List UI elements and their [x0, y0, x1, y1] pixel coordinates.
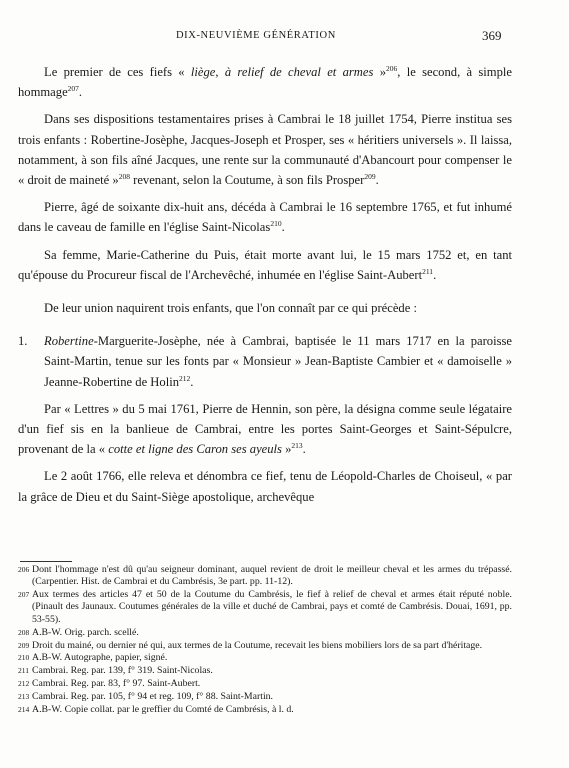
footnote: 214 A.B-W. Copie collat. par le greffier du Comté de Cambrésis, à l. d. — [18, 704, 294, 716]
footnote: 206 Dont l'hommage n'est dû qu'au seigneur dominant, auquel revient de droit le meilleur cheval et les armes du trépassé. (Carpentier. Hist. de Cambrai et du Cambrésis, 3e part. pp. 11-12). — [18, 564, 512, 588]
page-number: 369 — [482, 28, 502, 43]
footnote-mark: 207 — [18, 590, 30, 600]
footnote-ref[interactable]: 208 — [118, 171, 130, 181]
footnote-mark: 213 — [18, 692, 30, 702]
footnote-ref[interactable]: 206 — [386, 63, 398, 73]
list-number: 1. — [18, 334, 28, 349]
running-head: DIX-NEUVIÈME GÉNÉRATION — [176, 30, 336, 41]
footnote: 210 A.B-W. Autographe, papier, signé. — [18, 652, 168, 664]
footnote-ref[interactable]: 210 — [270, 219, 282, 229]
footnote-mark: 209 — [18, 640, 30, 650]
footnote-mark: 206 — [18, 565, 30, 574]
footnote: 213 Cambrai. Reg. par. 105, f° 94 et reg. 109, f° 88. Saint-Martin. — [18, 691, 274, 703]
paragraph-letters: Par « Lettres » du 5 mai 1761, Pierre de Hennin, son père, la désigna comme seule légataire d'un fief sis en la banlieue de Cambrai, entre les portes Saint-Georges et Saint-Sépulcre, provenant de la « cotte et ligne des Caron ses ayeuls »$^{213}$. — [18, 401, 512, 457]
footnote-ref[interactable]: 213 — [291, 441, 303, 451]
footnote: 207 Aux termes des articles 47 et 50 de la Coutume du Cambrésis, le fief à relief de cheval et armes était réputé noble. (Pinault des Jaunaux. Coutumes générales de la ville et duché de Cambrai, pays et comté de Cambrésis. Douai, 1691, pp. 53-55). — [18, 589, 512, 625]
footnote: 211 Cambrai. Reg. par. 139, f° 319. Saint-Nicolas. — [18, 665, 213, 677]
page-header — [0, 30, 569, 46]
footnote-ref[interactable]: 209 — [364, 171, 376, 181]
footnote-mark: 210 — [18, 653, 30, 663]
footnote-mark: 211 — [18, 666, 29, 676]
footnote: 208 A.B-W. Orig. parch. scellé. — [18, 626, 139, 638]
body-text — [18, 62, 512, 514]
footnote: 209 Droit du mainé, ou dernier né qui, aux termes de la Coutume, recevait les biens mobiliers lors de sa part d'héritage. — [18, 639, 483, 651]
footnote-ref[interactable]: 207 — [67, 84, 79, 94]
italic-phrase: liège, à relief de cheval et armes — [190, 65, 374, 79]
footnote-mark: 212 — [18, 679, 30, 689]
paragraph-testament: Dans ses dispositions testamentaires prises à Cambrai le 18 juillet 1754, Pierre institua ses trois enfants : Robertine-Josèphe, Jacques-Joseph et Prosper, ses « héritiers universels ». Il laissa, notamment, à son fils aîné Jacques, une rente sur la communauté d'Abancourt pour compenser le « droit de maineté »$^{208}$ revenant, selon la Coutume, à son fils Prosper$^{209}$. — [18, 112, 512, 188]
italic-phrase: cotte et ligne des Caron ses ayeuls — [108, 442, 282, 457]
italic-name: Robertine — [44, 334, 94, 349]
footnotes — [18, 564, 512, 717]
paragraph-fiefs: Le premier de ces fiefs « liège, à relief de cheval et armes »$^{206}$, le second, à simple hommage$^{207}$. — [18, 63, 512, 100]
footnote: 212 Cambrai. Reg. par. 83, f° 97. Saint-Aubert. — [18, 678, 201, 690]
footnote-ref[interactable]: 211 — [422, 266, 434, 276]
footnote-divider — [20, 561, 72, 562]
footnote-ref[interactable]: 212 — [179, 373, 191, 383]
list-item: 1. Robertine-Marguerite-Josèphe, née à Cambrai, baptisée le 11 mars 1717 en la paroisse Saint-Martin, tenue sur les fonts par « Monsieur » Jean-Baptiste Cambier et « damoiselle » Jeanne-Robertine de Holin$^{212}$. — [18, 331, 512, 392]
footnote-mark: 214 — [18, 705, 30, 715]
paragraph-relief: Le 2 août 1766, elle releva et dénombra ce fief, tenu de Léopold-Charles de Choiseul, « par la grâce de Dieu et du Saint-Siège apostolique, archevêque — [18, 469, 512, 504]
paragraph-death: Pierre, âgé de soixante dix-huit ans, décéda à Cambrai le 16 septembre 1765, et fut inhumé dans le caveau de famille en l'église Saint-Nicolas$^{210}$. — [18, 200, 512, 235]
paragraph-wife: Sa femme, Marie-Catherine du Puis, était morte avant lui, le 15 mars 1752 et, en tant qu'épouse du Procureur fiscal de l'Archevêché, inhumée en l'église Saint-Aubert$^{211}$. — [18, 247, 512, 282]
paragraph-children: De leur union naquirent trois enfants, que l'on connaît par ce qui précède : — [44, 301, 417, 316]
footnote-mark: 208 — [18, 627, 30, 637]
